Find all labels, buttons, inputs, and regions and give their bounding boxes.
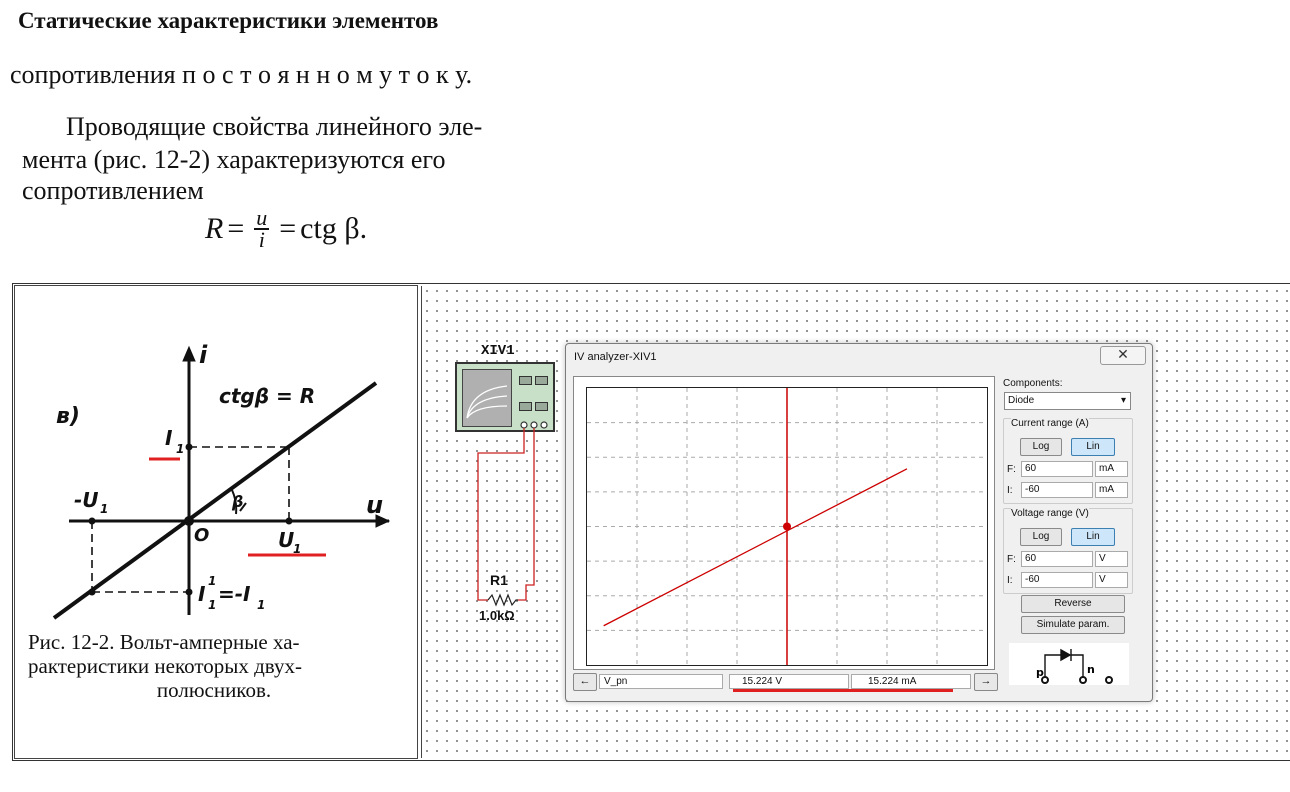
voltage-range-group — [1003, 508, 1133, 594]
chevron-down-icon: ▾ — [1120, 395, 1126, 406]
status-highlight — [733, 689, 953, 692]
terminal-2 — [531, 422, 537, 428]
neg-i1-rhs-sub: 1 — [257, 598, 266, 612]
close-button[interactable] — [1100, 346, 1146, 365]
instrument-button-3 — [519, 402, 532, 411]
instrument-label: XIV1 — [481, 343, 515, 359]
iv-analyzer-window — [565, 343, 1153, 702]
current-range-label: Current range (A) — [1011, 418, 1089, 429]
component-selected: Diode — [1008, 395, 1035, 406]
terminal-3 — [541, 422, 547, 428]
neg-corner-point — [89, 589, 96, 596]
current-log-button[interactable]: Log — [1020, 438, 1062, 456]
diode-pin-n: n — [1087, 663, 1095, 676]
current-i-input[interactable]: -60 — [1021, 482, 1093, 498]
ctg-relation: ctgβ = R — [219, 384, 316, 408]
cursor-marker — [783, 523, 791, 531]
caption-line-1: Рис. 12-2. Вольт-амперные ха- — [28, 630, 300, 654]
voltage-range-label: Voltage range (V) — [1011, 508, 1089, 519]
u1-point — [286, 518, 293, 525]
reverse-button[interactable]: Reverse — [1021, 595, 1125, 613]
voltage-f-label: F: — [1007, 554, 1016, 565]
right-arrow-icon: → — [980, 675, 992, 687]
status-voltage: 15.224 V — [729, 674, 849, 689]
circuit-wiring — [470, 415, 570, 625]
u1-label: U — [278, 528, 295, 552]
terminal-1 — [521, 422, 527, 428]
current-i-unit[interactable]: mA — [1095, 482, 1128, 498]
voltage-i-input[interactable]: -60 — [1021, 572, 1093, 588]
status-variable: V_pn — [599, 674, 723, 689]
neg-u1-label: -U — [74, 488, 99, 512]
book-paragraph-line-2: мента (рис. 12-2) характеризуются его — [22, 145, 446, 174]
formula-numerator: u — [256, 205, 268, 230]
left-arrow-icon: ← — [579, 675, 591, 687]
components-label: Components: — [1003, 378, 1063, 389]
formula-lhs: R — [205, 212, 224, 245]
i1-sub: 1 — [176, 442, 185, 456]
figure-caption — [28, 630, 400, 702]
resistor-value: 1.0kΩ — [479, 608, 515, 623]
settings-panel — [1001, 375, 1146, 687]
diode-icon — [1009, 643, 1129, 685]
i-axis-arrow — [183, 347, 195, 361]
u-axis-label: u — [366, 491, 384, 519]
iv-plot — [587, 388, 987, 665]
neg-u1-sub: 1 — [100, 502, 109, 516]
current-i-label: I: — [1007, 485, 1013, 496]
resistor-label: R1 — [490, 572, 508, 588]
i1-label: I — [165, 426, 173, 450]
instrument-button-2 — [535, 376, 548, 385]
voltage-lin-button[interactable]: Lin — [1071, 528, 1115, 546]
cursor-right-button[interactable] — [974, 673, 998, 691]
resistance-formula — [205, 205, 368, 252]
book-line-2: сопротивления п о с т о я н н о м у т о к у. — [10, 60, 473, 89]
wire-right — [518, 428, 534, 600]
resistor-symbol[interactable] — [488, 595, 518, 605]
neg-u1-point — [89, 518, 96, 525]
origin-point — [184, 516, 194, 526]
voltage-i-unit[interactable]: V — [1095, 572, 1128, 588]
figure-label: в) — [56, 404, 80, 429]
window-title: IV analyzer-XIV1 — [574, 351, 657, 363]
voltage-i-label: I: — [1007, 575, 1013, 586]
formula-rhs: ctg β. — [300, 212, 368, 245]
instrument-button-1 — [519, 376, 532, 385]
voltage-f-input[interactable]: 60 — [1021, 551, 1093, 567]
neg-i1-rhs: =-I — [218, 582, 251, 606]
formula-fraction — [254, 205, 269, 252]
formula-eq2: = — [279, 212, 297, 245]
i-axis-label: i — [199, 341, 208, 369]
diode-symbol-box — [1009, 643, 1129, 685]
diode-pin-p: p — [1036, 666, 1044, 679]
simulate-param-button[interactable]: Simulate param. — [1021, 616, 1125, 634]
current-f-unit[interactable]: mA — [1095, 461, 1128, 477]
formula-denominator: i — [258, 227, 265, 252]
current-f-label: F: — [1007, 464, 1016, 475]
neg-i1-prime: 1 — [208, 574, 217, 588]
u1-sub: 1 — [293, 542, 302, 556]
neg-i1-label: I — [198, 582, 206, 606]
book-paragraph-line-3: сопротивлением — [22, 176, 204, 205]
iv-figure — [14, 285, 416, 630]
voltage-log-button[interactable]: Log — [1020, 528, 1062, 546]
current-range-group — [1003, 418, 1133, 504]
instrument-button-4 — [535, 402, 548, 411]
beta-label: β — [232, 492, 244, 511]
current-lin-button[interactable]: Lin — [1071, 438, 1115, 456]
current-f-input[interactable]: 60 — [1021, 461, 1093, 477]
i1-point — [186, 444, 193, 451]
component-select[interactable] — [1004, 392, 1131, 410]
close-icon: ✕ — [1117, 346, 1129, 362]
caption-line-3: полюсников. — [156, 678, 272, 702]
plot-area[interactable] — [586, 387, 988, 666]
formula-eq1: = — [227, 212, 245, 245]
book-paragraph-line-1: Проводящие свойства линейного эле- — [66, 112, 483, 141]
status-current: 15.224 mA — [851, 674, 971, 689]
neg-i1-point — [186, 589, 193, 596]
book-heading: Статические характеристики элементов — [18, 8, 439, 33]
neg-i1-sub: 1 — [208, 598, 217, 612]
caption-line-2: рактеристики некоторых двух- — [28, 654, 302, 678]
plot-frame — [573, 376, 995, 670]
voltage-f-unit[interactable]: V — [1095, 551, 1128, 567]
origin-label: O — [194, 525, 210, 546]
cursor-left-button[interactable] — [573, 673, 597, 691]
